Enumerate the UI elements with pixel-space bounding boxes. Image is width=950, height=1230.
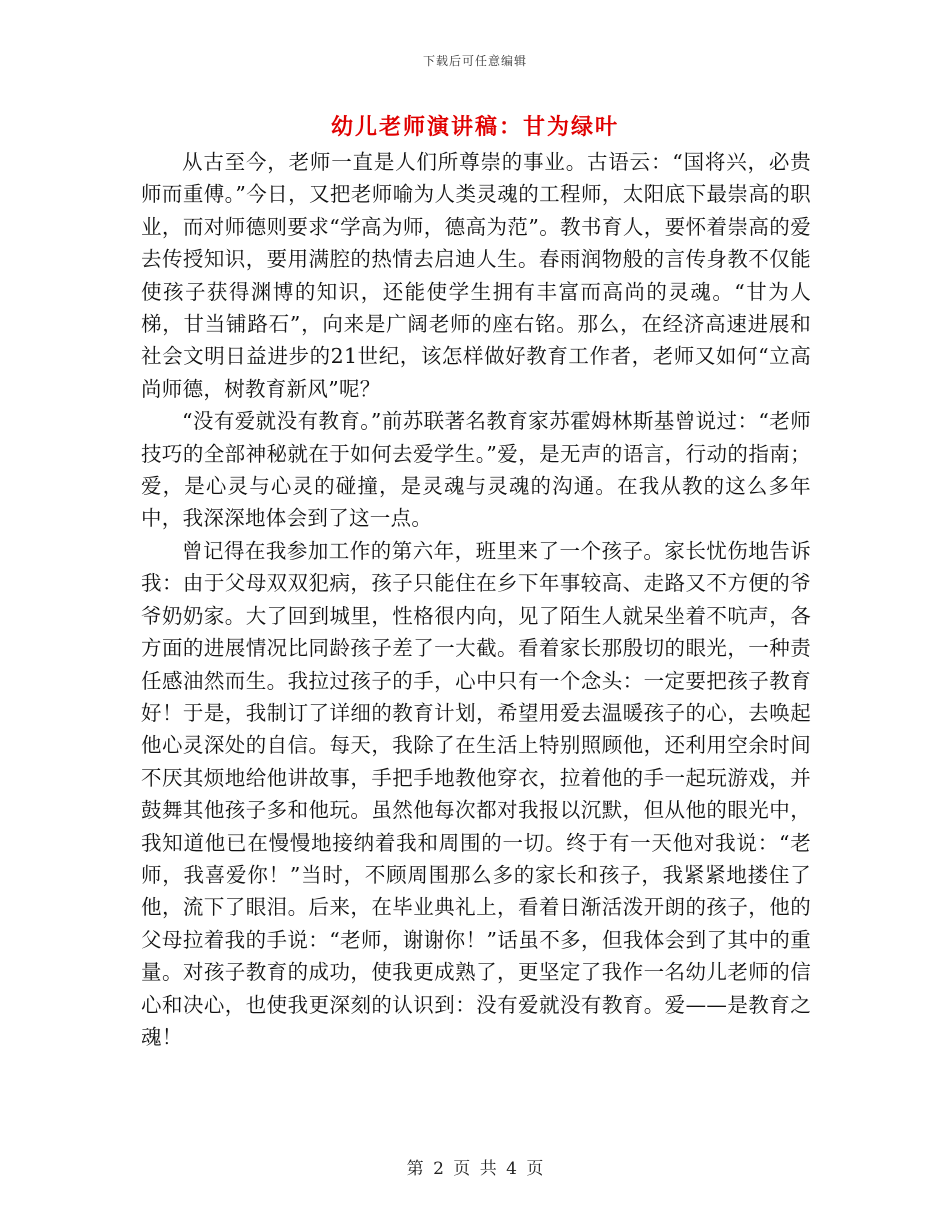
document-body [141, 146, 811, 1053]
paragraph-1: 从古至今，老师一直是人们所尊崇的事业。古语云：“国将兴，必贵师而重傅。”今日，又把老师喻为人类灵魂的工程师，太阳底下最崇高的职业，而对师德则要求“学高为师，德高为范”。教书育人，要怀着崇高的爱去传授知识，要用满腔的热情去启迪人生。春雨润物般的言传身教不仅能使孩子获得渊博的知识，还能使学生拥有丰富而高尚的灵魂。“甘为人梯，甘当铺路石”，向来是广阔老师的座右铭。那么，在经济高速进展和社会文明日益进步的21世纪，该怎样做好教育工作者，老师又如何“立高尚师德，树教育新风”呢？ [141, 150, 811, 401]
page-number-footer: 第 2 页 共 4 页 [406, 1159, 544, 1179]
header-note: 下载后可任意编辑 [422, 54, 527, 68]
document-title: 幼儿老师演讲稿：甘为绿叶 [330, 114, 619, 140]
paragraph-2: “没有爱就没有教育。”前苏联著名教育家苏霍姆林斯基曾说过：“老师技巧的全部神秘就在于如何去爱学生。”爱，是无声的语言，行动的指南；爱，是心灵与心灵的碰撞，是灵魂与灵魂的沟通。在我从教的这么多年中，我深深地体会到了这一点。 [141, 409, 811, 531]
paragraph-3: 曾记得在我参加工作的第六年，班里来了一个孩子。家长忧伤地告诉我：由于父母双双犯病，孩子只能住在乡下年事较高、走路又不方便的爷爷奶奶家。大了回到城里，性格很内向，见了陌生人就呆坐着不吭声，各方面的进展情况比同龄孩子差了一大截。看着家长那殷切的眼光，一种责任感油然而生。我拉过孩子的手，心中只有一个念头：一定要把孩子教育好！于是，我制订了详细的教育计划，希望用爱去温暖孩子的心，去唤起他心灵深处的自信。每天，我除了在生活上特别照顾他，还利用空余时间不厌其烦地给他讲故事，手把手地教他穿衣，拉着他的手一起玩游戏，并鼓舞其他孩子多和他玩。虽然他每次都对我报以沉默，但从他的眼光中，我知道他已在慢慢地接纳着我和周围的一切。终于有一天他对我说：“老师，我喜爱你！”当时，不顾周围那么多的家长和孩子，我紧紧地搂住了他，流下了眼泪。后来，在毕业典礼上，看着日渐活泼开朗的孩子，他的父母拉着我的手说：“老师，谢谢你！”话虽不多，但我体会到了其中的重量。对孩子教育的成功，使我更成熟了，更坚定了我作一名幼儿老师的信心和决心，也使我更深刻的认识到：没有爱就没有教育。爱——是教育之魂！ [141, 538, 811, 1049]
